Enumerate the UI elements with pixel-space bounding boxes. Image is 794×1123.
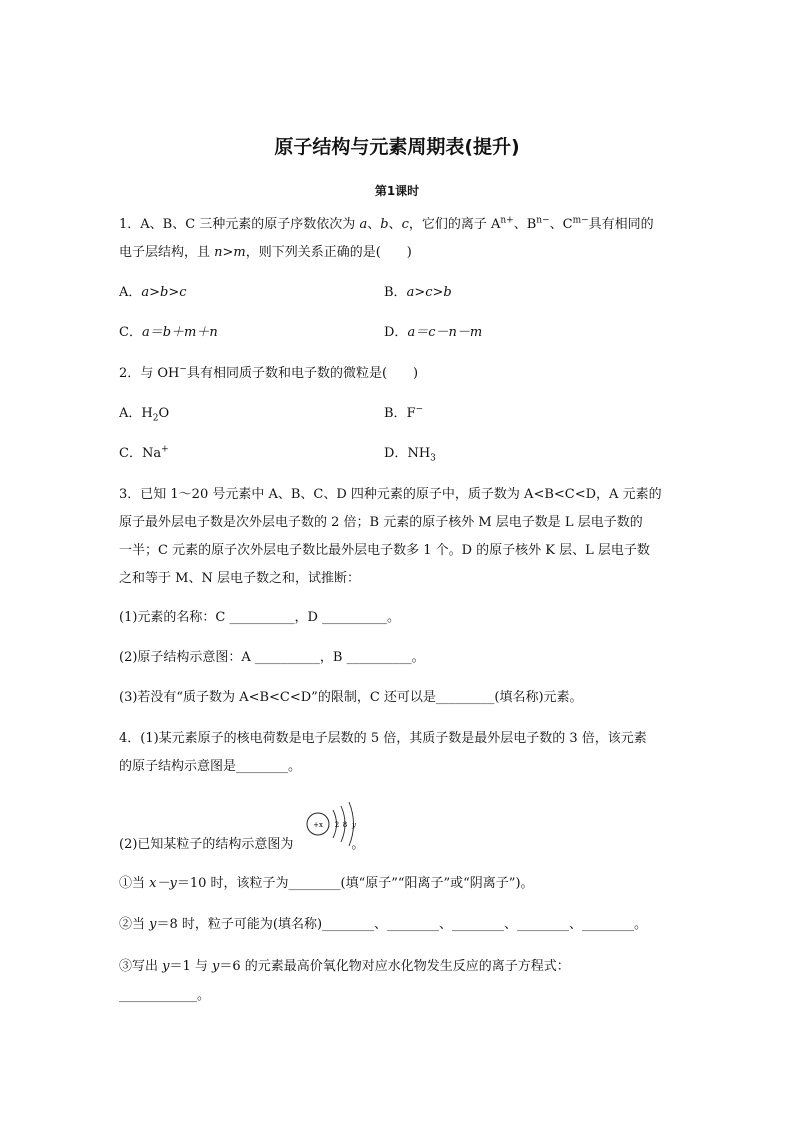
q3-stem-line2: 原子最外层电子数是次外层电子数的 2 倍；B 元素的原子核外 M 层电子数是 L 层电子数的 xyxy=(119,515,643,530)
shell-electrons-3: y xyxy=(352,821,356,829)
q1-option-b: B．a>c>b xyxy=(384,285,452,300)
lesson-subtitle: 第1课时 xyxy=(374,184,420,198)
q3-stem-line4: 之和等于 M、N 层电子数之和，试推断： xyxy=(119,571,360,586)
q1-option-a: A．a>b>c xyxy=(119,285,187,300)
q4-sub3-line1: ③写出 y＝1 与 y＝6 的元素最高价氧化物对应水化物发生反应的离子方程式： xyxy=(119,959,570,974)
q3-part1: (1)元素的名称：C __________，D __________。 xyxy=(119,610,401,625)
q4-stem-line2: 的原子结构示意图是________。 xyxy=(119,759,302,774)
q3-stem-line3: 一半；C 元素的原子次外层电子数比最外层电子数多 1 个。D 的原子核外 K 层、L 层电子数 xyxy=(119,543,650,558)
q2-stem: 2．与 OH−具有相同质子数和电子数的微粒是( ) xyxy=(119,364,419,381)
q1-option-d: D．a＝c－n－m xyxy=(384,325,483,340)
q4-sub2: ②当 y＝8 时，粒子可能为(填名称)________、________、________、________、________。 xyxy=(119,917,648,932)
q1-option-c: C．a＝b＋m＋n xyxy=(119,325,218,340)
q2-option-a: A．$H_2O$ xyxy=(119,406,170,424)
q3-stem-line1: 3．已知 1～20 号元素中 A、B、C、D 四种元素的原子中，质子数为 A<B<C<D，A 元素的 xyxy=(119,487,662,502)
document-title: 原子结构与元素周期表(提升) xyxy=(274,136,520,158)
q4-sub1: ①当 x－y＝10 时，该粒子为________(填“原子”“阳离子”或“阴离子”)。 xyxy=(119,876,534,891)
q1-stem-line2: 电子层结构，且 n>m，则下列关系正确的是( ) xyxy=(119,245,412,260)
shell-electrons-1: 2 xyxy=(334,821,340,829)
nucleus-charge: +x xyxy=(313,821,323,829)
atomic-structure-diagram xyxy=(300,800,370,848)
q3-part2: (2)原子结构示意图：A __________，B __________。 xyxy=(119,650,425,665)
q4-stem-line1: 4．(1)某元素原子的核电荷数是电子层数的 5 倍，其质子数是最外层电子数的 3 倍，该元素 xyxy=(119,731,647,746)
shell-electrons-2: 8 xyxy=(342,821,348,829)
q2-option-b: B．F− xyxy=(384,404,424,421)
q3-part3: (3)若没有“质子数为 A<B<C<D”的限制，C 还可以是_________(填名称)元素。 xyxy=(119,690,583,705)
q1-stem-line1: 1．A、B、C 三种元素的原子序数依次为 a、b、c，它们的离子 $A^{n+}$、$B^{n-}$、$C^{m-}$具有相同的 xyxy=(119,215,654,232)
q2-option-c: C．Na+ xyxy=(119,444,169,461)
q2-option-d: D．$NH_3$ xyxy=(384,446,436,464)
q4-part2-stem: (2)已知某粒子的结构示意图为 。 xyxy=(119,837,365,852)
q4-sub3-answer-blank: ____________。 xyxy=(119,988,211,1003)
